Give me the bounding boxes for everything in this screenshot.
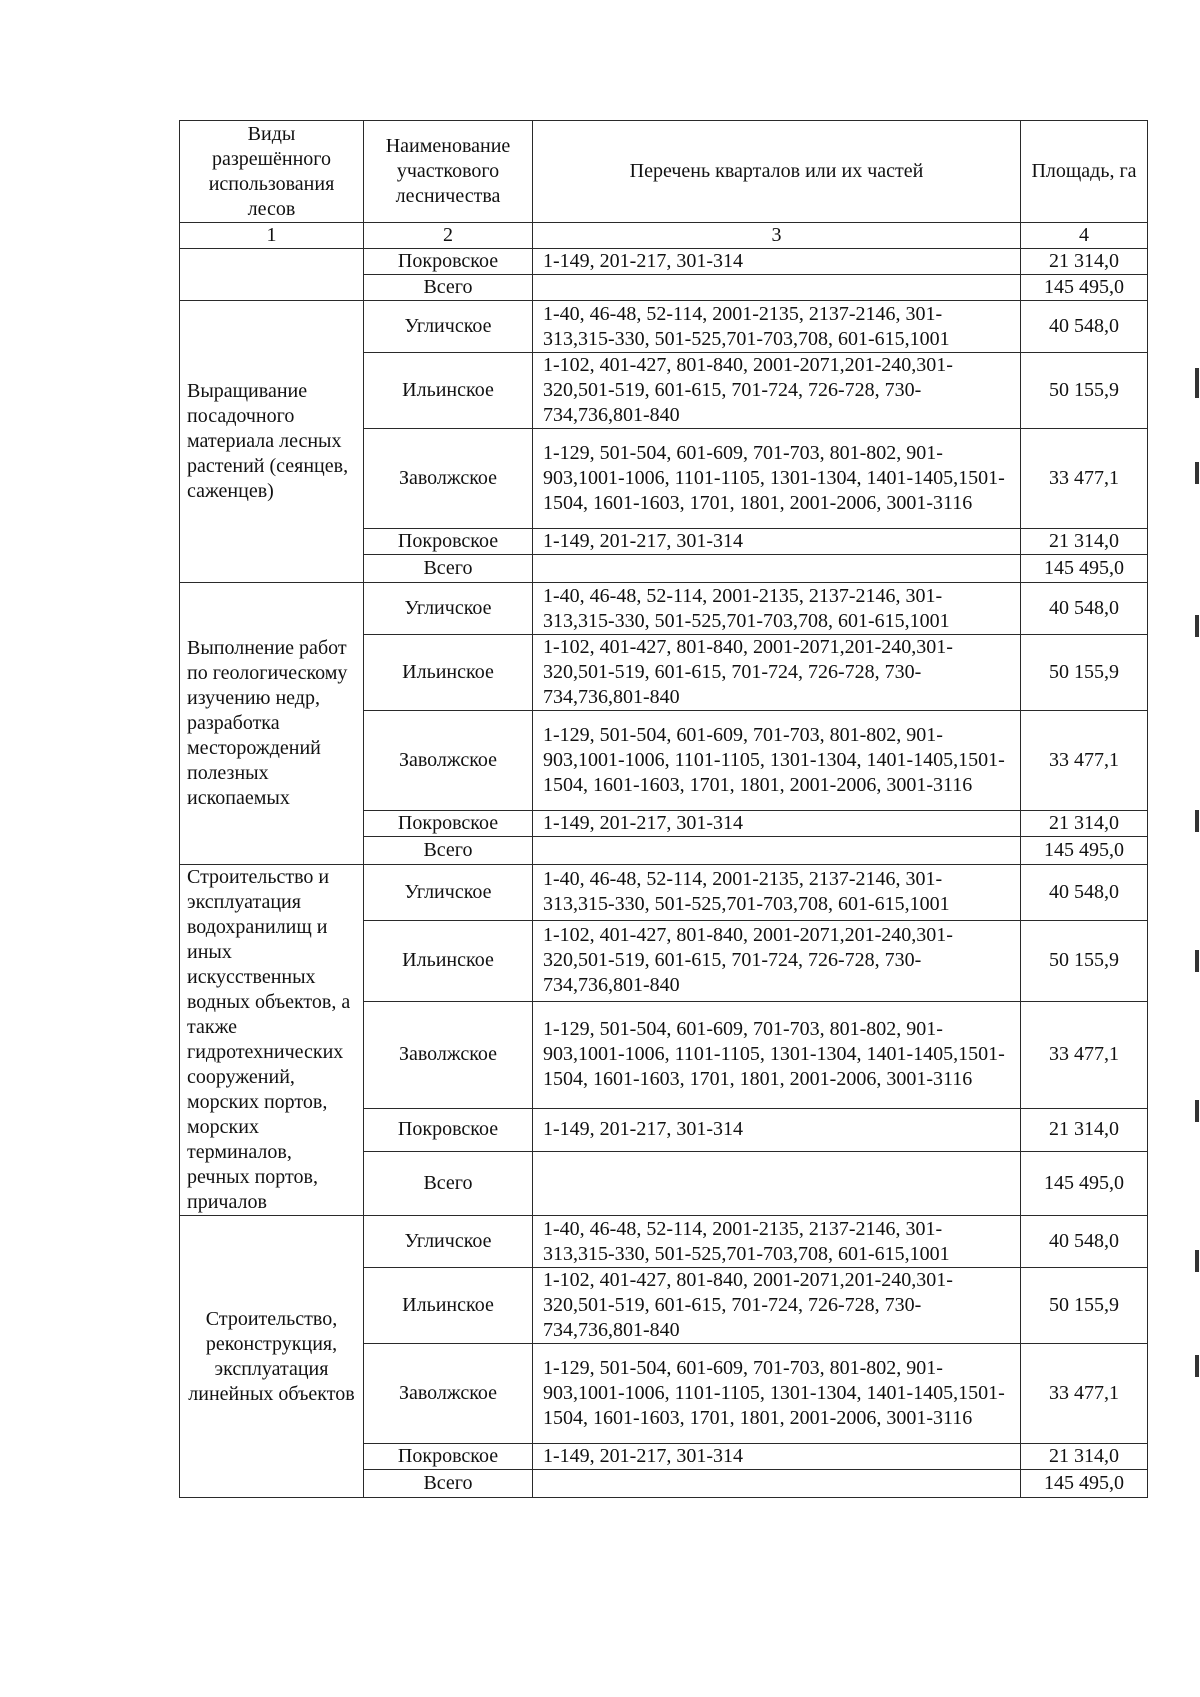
quarters-cell <box>533 555 1021 583</box>
area-cell: 145 495,0 <box>1021 275 1148 301</box>
scan-edge-mark <box>1195 462 1199 484</box>
column-number: 2 <box>364 223 533 249</box>
area-cell: 145 495,0 <box>1021 555 1148 583</box>
forestry-cell: Ильинское <box>364 920 533 1001</box>
forestry-cell: Угличское <box>364 865 533 921</box>
area-cell: 21 314,0 <box>1021 1444 1148 1470</box>
scan-edge-mark <box>1195 1355 1199 1377</box>
scan-edge-mark <box>1195 615 1199 637</box>
quarters-cell: 1-40, 46-48, 52-114, 2001-2135, 2137-2146, 301-313,315-330, 501-525,701-703,708, 601-615,1001 <box>533 301 1021 353</box>
forestry-cell: Ильинское <box>364 353 533 429</box>
header-quarters: Перечень кварталов или их частей <box>533 121 1021 223</box>
quarters-cell: 1-40, 46-48, 52-114, 2001-2135, 2137-2146, 301-313,315-330, 501-525,701-703,708, 601-615,1001 <box>533 583 1021 635</box>
table-row <box>180 301 1148 353</box>
area-cell: 33 477,1 <box>1021 429 1148 529</box>
quarters-cell: 1-102, 401-427, 801-840, 2001-2071,201-240,301-320,501-519, 601-615, 701-724, 726-728, 730-734,736,801-840 <box>533 1268 1021 1344</box>
table-row <box>180 1216 1148 1268</box>
forestry-cell: Ильинское <box>364 635 533 711</box>
forestry-cell: Всего <box>364 555 533 583</box>
forestry-cell: Заволжское <box>364 1001 533 1108</box>
quarters-cell <box>533 275 1021 301</box>
scan-edge-mark <box>1195 950 1199 972</box>
area-cell: 50 155,9 <box>1021 1268 1148 1344</box>
area-cell: 50 155,9 <box>1021 920 1148 1001</box>
quarters-cell: 1-129, 501-504, 601-609, 701-703, 801-802, 901-903,1001-1006, 1101-1105, 1301-1304, 1401-1405,1501-1504, 1601-1603, 1701, 1801, 2001-2006, 3001-3116 <box>533 1344 1021 1444</box>
area-cell: 21 314,0 <box>1021 249 1148 275</box>
quarters-cell: 1-129, 501-504, 601-609, 701-703, 801-802, 901-903,1001-1006, 1101-1105, 1301-1304, 1401-1405,1501-1504, 1601-1603, 1701, 1801, 2001-2006, 3001-3116 <box>533 1001 1021 1108</box>
quarters-cell: 1-149, 201-217, 301-314 <box>533 249 1021 275</box>
area-cell: 33 477,1 <box>1021 1344 1148 1444</box>
forest-use-table <box>179 120 1148 1498</box>
area-cell: 40 548,0 <box>1021 583 1148 635</box>
quarters-cell <box>533 1470 1021 1498</box>
forestry-cell: Угличское <box>364 1216 533 1268</box>
header-row <box>180 121 1148 223</box>
quarters-cell <box>533 837 1021 865</box>
forestry-cell: Ильинское <box>364 1268 533 1344</box>
table-row <box>180 583 1148 635</box>
scan-edge-mark <box>1195 810 1199 832</box>
quarters-cell: 1-40, 46-48, 52-114, 2001-2135, 2137-2146, 301-313,315-330, 501-525,701-703,708, 601-615,1001 <box>533 1216 1021 1268</box>
area-cell: 50 155,9 <box>1021 353 1148 429</box>
forestry-cell: Угличское <box>364 583 533 635</box>
area-cell: 40 548,0 <box>1021 865 1148 921</box>
column-number: 4 <box>1021 223 1148 249</box>
header-kind: Виды разрешённого использования лесов <box>180 121 364 223</box>
area-cell: 145 495,0 <box>1021 1151 1148 1215</box>
table-row <box>180 865 1148 921</box>
quarters-cell: 1-102, 401-427, 801-840, 2001-2071,201-240,301-320,501-519, 601-615, 701-724, 726-728, 730-734,736,801-840 <box>533 920 1021 1001</box>
quarters-cell: 1-149, 201-217, 301-314 <box>533 1444 1021 1470</box>
forestry-cell: Покровское <box>364 529 533 555</box>
forestry-cell: Угличское <box>364 301 533 353</box>
forestry-cell: Заволжское <box>364 711 533 811</box>
area-cell: 21 314,0 <box>1021 529 1148 555</box>
forestry-cell: Всего <box>364 837 533 865</box>
quarters-cell: 1-102, 401-427, 801-840, 2001-2071,201-240,301-320,501-519, 601-615, 701-724, 726-728, 730-734,736,801-840 <box>533 353 1021 429</box>
forestry-cell: Покровское <box>364 1444 533 1470</box>
column-number: 1 <box>180 223 364 249</box>
area-cell: 33 477,1 <box>1021 711 1148 811</box>
area-cell: 145 495,0 <box>1021 837 1148 865</box>
quarters-cell: 1-149, 201-217, 301-314 <box>533 529 1021 555</box>
forestry-cell: Покровское <box>364 1108 533 1151</box>
use-kind-cell: Выполнение работ по геологическому изучению недр, разработка месторождений полезных ископаемых <box>180 583 364 865</box>
column-number: 3 <box>533 223 1021 249</box>
forestry-cell: Всего <box>364 275 533 301</box>
use-kind-cell <box>180 249 364 301</box>
quarters-cell: 1-102, 401-427, 801-840, 2001-2071,201-240,301-320,501-519, 601-615, 701-724, 726-728, 730-734,736,801-840 <box>533 635 1021 711</box>
scan-edge-mark <box>1195 1250 1199 1272</box>
quarters-cell: 1-129, 501-504, 601-609, 701-703, 801-802, 901-903,1001-1006, 1101-1105, 1301-1304, 1401-1405,1501-1504, 1601-1603, 1701, 1801, 2001-2006, 3001-3116 <box>533 711 1021 811</box>
column-number-row <box>180 223 1148 249</box>
use-kind-cell: Выращивание посадочного материала лесных растений (сеянцев, саженцев) <box>180 301 364 583</box>
forestry-cell: Покровское <box>364 811 533 837</box>
quarters-cell: 1-149, 201-217, 301-314 <box>533 1108 1021 1151</box>
scan-edge-mark <box>1195 1100 1199 1122</box>
use-kind-cell: Строительство и эксплуатация водохранилищ и иных искусственных водных объектов, а также гидротехнических сооружений, морских портов, морских терминалов, речных портов, причалов <box>180 865 364 1216</box>
use-kind-cell: Строительство, реконструкция, эксплуатация линейных объектов <box>180 1216 364 1498</box>
quarters-cell: 1-149, 201-217, 301-314 <box>533 811 1021 837</box>
area-cell: 21 314,0 <box>1021 811 1148 837</box>
header-area: Площадь, га <box>1021 121 1148 223</box>
quarters-cell <box>533 1151 1021 1215</box>
area-cell: 21 314,0 <box>1021 1108 1148 1151</box>
scan-edge-mark <box>1195 368 1199 398</box>
area-cell: 33 477,1 <box>1021 1001 1148 1108</box>
forestry-cell: Заволжское <box>364 1344 533 1444</box>
area-cell: 40 548,0 <box>1021 1216 1148 1268</box>
area-cell: 50 155,9 <box>1021 635 1148 711</box>
header-forestry: Наименование участкового лесничества <box>364 121 533 223</box>
area-cell: 40 548,0 <box>1021 301 1148 353</box>
area-cell: 145 495,0 <box>1021 1470 1148 1498</box>
forestry-cell: Всего <box>364 1470 533 1498</box>
table-row <box>180 249 1148 275</box>
quarters-cell: 1-40, 46-48, 52-114, 2001-2135, 2137-2146, 301-313,315-330, 501-525,701-703,708, 601-615,1001 <box>533 865 1021 921</box>
forestry-cell: Заволжское <box>364 429 533 529</box>
forestry-cell: Покровское <box>364 249 533 275</box>
quarters-cell: 1-129, 501-504, 601-609, 701-703, 801-802, 901-903,1001-1006, 1101-1105, 1301-1304, 1401-1405,1501-1504, 1601-1603, 1701, 1801, 2001-2006, 3001-3116 <box>533 429 1021 529</box>
forestry-cell: Всего <box>364 1151 533 1215</box>
